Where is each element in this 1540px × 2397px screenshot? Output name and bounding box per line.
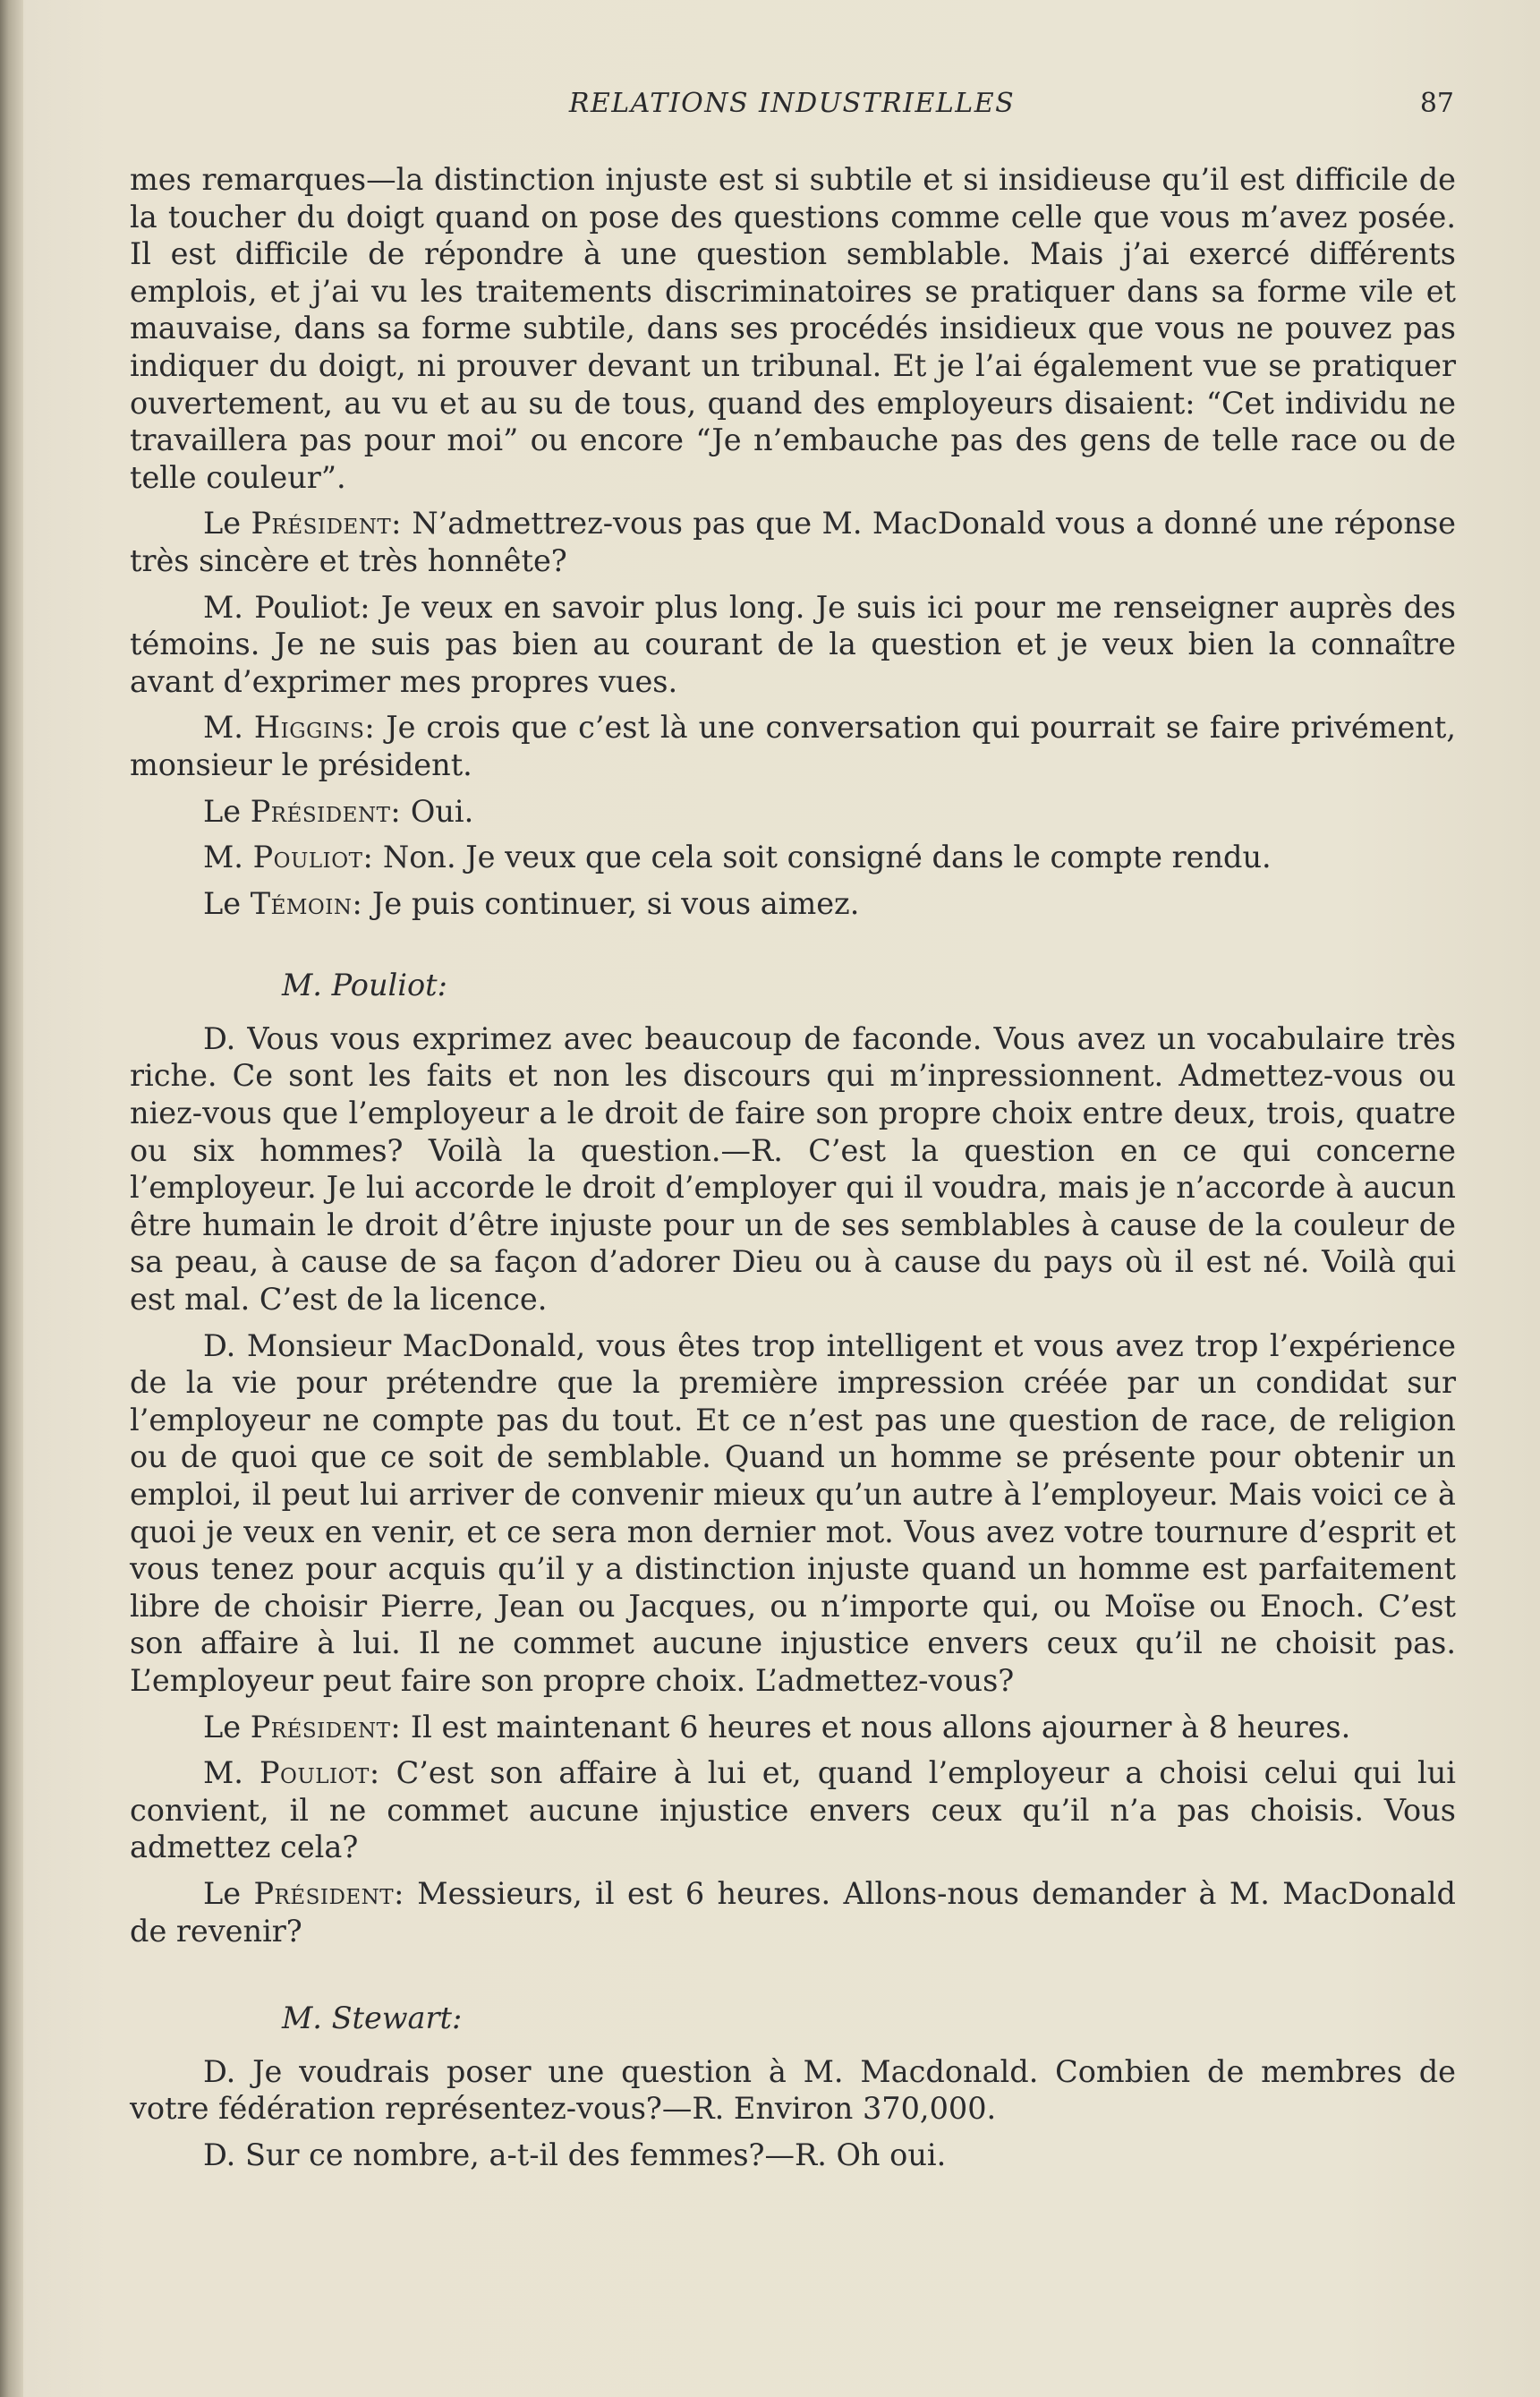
- speaker-prefix: M.: [203, 840, 253, 875]
- paragraph: D. Monsieur MacDonald, vous êtes trop intelligent et vous avez trop l’expérience de la vie pour prétendre que la première impression créée par un condidat sur l’employeur ne compte pas du tout. Et ce n’est pas une question de race, de religion ou de quoi que ce soit de semblable. Quand un homme se présente pour obtenir un emploi, il peut lui arriver de convenir mieux qu’un autre à l’employeur. Mais voici ce à quoi je veux en venir, et ce sera mon dernier mot. Vous avez votre tournure d’esprit et vous tenez pour acquis qu’il y a distinction injuste quand un homme est parfaitement libre de choisir Pierre, Jean ou Jacques, ou n’importe qui, ou Moïse ou Enoch. C’est son affaire à lui. Il ne commet aucune injustice envers ceux qu’il ne choisit pas. L’employeur peut faire son propre choix. L’admettez-vous?: [130, 1327, 1456, 1698]
- running-title: RELATIONS INDUSTRIELLES: [568, 88, 1016, 119]
- speaker-prefix: Le: [203, 1875, 254, 1911]
- speech-text: Il est maintenant 6 heures et nous allons ajourner à 8 heures.: [401, 1709, 1351, 1744]
- paragraph: [130, 1754, 1456, 1866]
- speaker-prefix: M.: [203, 710, 254, 746]
- speaker-name: Président:: [250, 1709, 402, 1744]
- speech-text: Je crois que c’est là une conversation qui pourrait se faire privément, monsieur le président.: [130, 710, 1456, 782]
- paragraph: [130, 505, 1456, 579]
- speaker-name: Témoin:: [250, 885, 363, 921]
- section-heading: M. Stewart:: [282, 2000, 463, 2036]
- paragraph: D. Je voudrais poser une question à M. Macdonald. Combien de membres de votre fédération représentez-vous?—R. Environ 370,000.: [130, 2053, 1456, 2127]
- speaker-name: Président:: [250, 793, 402, 829]
- speaker-prefix: Le: [203, 1709, 251, 1744]
- paragraph: [130, 709, 1456, 783]
- speaker-prefix: M.: [203, 1755, 260, 1791]
- speaker-prefix: Le: [203, 506, 251, 542]
- speaker-name: Pouliot:: [259, 1755, 380, 1791]
- paragraph: D. Vous vous exprimez avec beaucoup de faconde. Vous avez un vocabulaire très riche. Ce sont les faits et non les discours qui m’inpressionnent. Admettez-vous ou niez-vous que l’employeur a le droit de faire son propre choix entre deux, trois, quatre ou six hommes? Voilà la question.—R. C’est la question en ce qui concerne l’employeur. Je lui accorde le droit d’employer qui il voudra, mais je n’accorde à aucun être humain le droit d’être injuste pour un de ses semblables à cause de la couleur de sa peau, à cause de sa façon d’adorer Dieu ou à cause du pays où il est né. Voilà qui est mal. C’est de la licence.: [130, 1020, 1456, 1318]
- page-header: [130, 88, 1454, 132]
- paragraph: D. Sur ce nombre, a-t-il des femmes?—R. Oh oui.: [203, 2137, 947, 2172]
- speech-text: Oui.: [401, 793, 474, 829]
- page-number: 87: [1419, 88, 1454, 119]
- speech-text: C’est son affaire à lui et, quand l’employeur a choisi celui qui lui convient, il ne commet aucune injustice envers ceux qu’il n’a pas choisis. Vous admettez cela?: [130, 1755, 1456, 1865]
- paragraph: [130, 1875, 1456, 1949]
- body-text: [130, 161, 1456, 2183]
- speaker-name: Président:: [253, 1875, 404, 1911]
- speaker-name: Pouliot:: [252, 840, 374, 875]
- paragraph: [130, 885, 1456, 923]
- speech-text: N’admettrez-vous pas que M. MacDonald vous a donné une réponse très sincère et très honnête?: [130, 506, 1456, 578]
- speech-text: Non. Je veux que cela soit consigné dans le compte rendu.: [373, 840, 1272, 875]
- speaker-prefix: Le: [203, 885, 251, 921]
- paragraph: mes remarques—la distinction injuste est si subtile et si insidieuse qu’il est difficile de la toucher du doigt quand on pose des questions comme celle que vous m’avez posée. Il est difficile de répondre à une question semblable. Mais j’ai exercé différents emplois, et j’ai vu les traitements discriminatoires se pratiquer dans sa forme vile et mauvaise, dans sa forme subtile, dans ses procédés insidieux que vous ne pouvez pas indiquer du doigt, ni prouver devant un tribunal. Et je l’ai également vue se pratiquer ouvertement, au vu et au su de tous, quand des employeurs disaient: “Cet individu ne travaillera pas pour moi” ou encore “Je n’embauche pas des gens de telle race ou de telle couleur”.: [130, 162, 1456, 495]
- speech-text: Je puis continuer, si vous aimez.: [362, 885, 860, 921]
- speech-text: Messieurs, il est 6 heures. Allons-nous demander à M. MacDonald de revenir?: [130, 1875, 1456, 1949]
- paragraph: [130, 1709, 1456, 1746]
- speaker-name: Higgins:: [253, 710, 376, 746]
- paragraph: [130, 793, 1456, 831]
- paragraph: [130, 839, 1456, 876]
- speaker-name: Président:: [251, 506, 402, 542]
- speaker-prefix: Le: [203, 793, 251, 829]
- book-binding-shadow: [0, 0, 23, 2397]
- section-heading: M. Pouliot:: [282, 968, 447, 1003]
- paragraph: M. Pouliot: Je veux en savoir plus long. Je suis ici pour me renseigner auprès des témoins. Je ne suis pas bien au courant de la question et je veux bien la connaître avant d’exprimer mes propres vues.: [130, 589, 1456, 699]
